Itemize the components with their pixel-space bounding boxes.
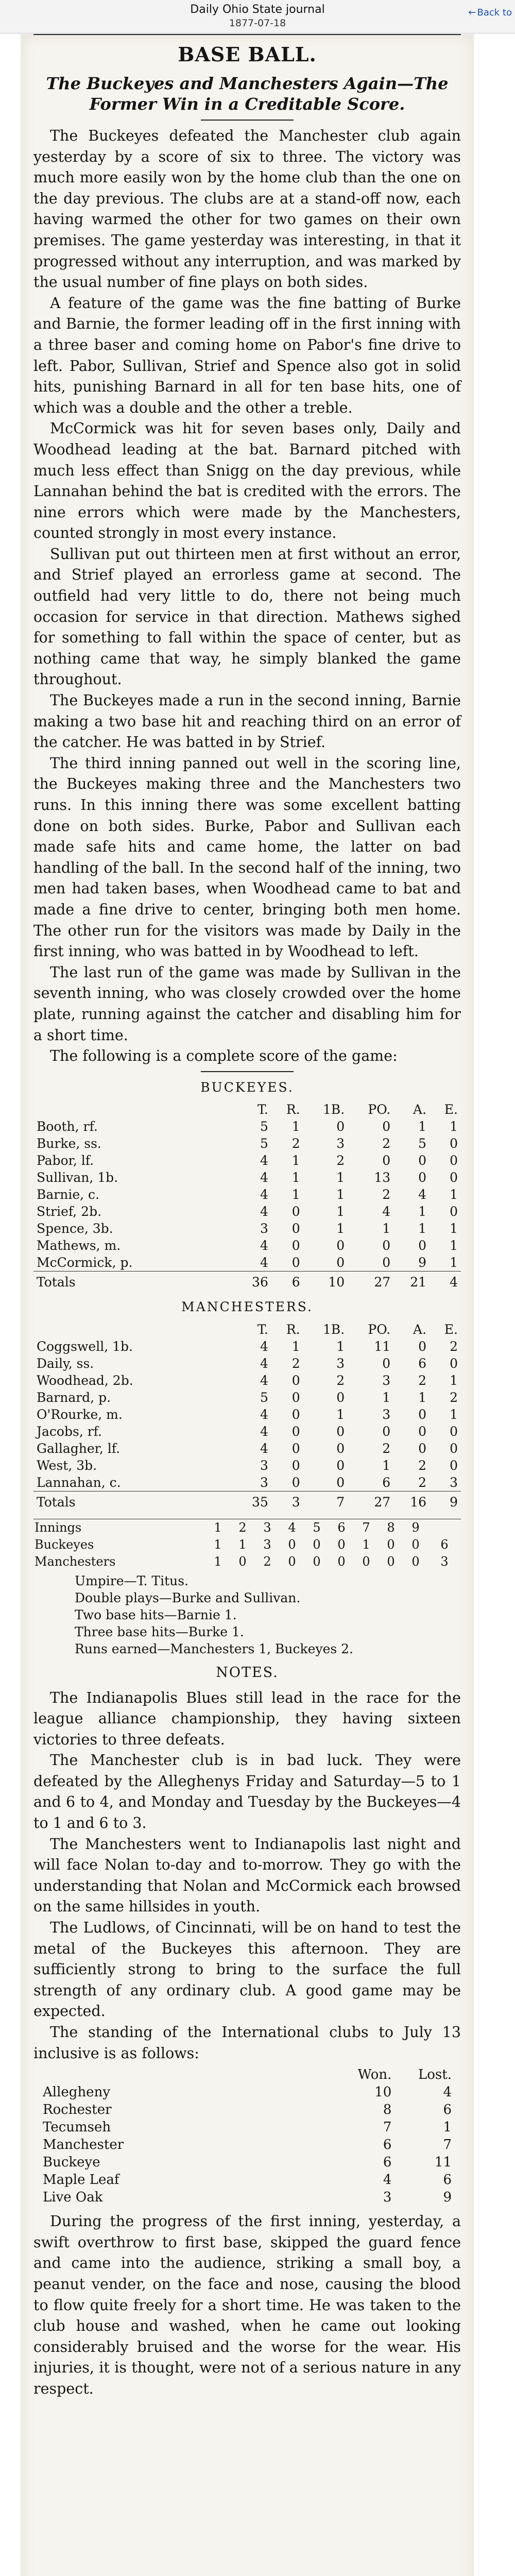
innings-label: Innings xyxy=(35,1520,82,1535)
player-name: Coggswell, 1b. xyxy=(37,1338,133,1354)
closing-paragraph: During the progress of the first inning, yesterday, a swift overthrow to first base, skipped the guard fence and came into the audience, striking a small boy, a peanut vender, on the face and nose, causing the blood to flow quite freely for a short time. He was taken to the club house and washed, when he came out looking considerably bruised and the worse for the wear. His injuries, it is thought, were not of a serious nature in any respect. xyxy=(33,2213,461,2397)
losses: 11 xyxy=(434,2155,452,2171)
note: The Indianapolis Blues still lead in the race for the league alliance championship, they having sixteen victories to three defeats. xyxy=(33,1689,461,1748)
stat-cell: 0 xyxy=(418,1406,427,1422)
stat-cell: 0 xyxy=(336,1255,345,1270)
stat-cell: 2 xyxy=(291,1136,300,1151)
stat-cell: 36 xyxy=(235,1272,271,1294)
standings-table xyxy=(33,2066,461,2206)
notes-heading: NOTES. xyxy=(216,1664,279,1681)
inning-runs: 0 xyxy=(362,1554,370,1569)
paragraph: The third inning panned out well in the scoring line, the Buckeyes making three and the Manchesters two runs. In this inning there was some excellent batting done on both sides. Burke, Pabor and Sullivan each made safe hits and came home, the latter on bad handling of the ball. In the second half of the inning, two men had taken bases, when Woodhead came to bat and made a fine drive to center, bringing both men home. The other run for the visitors was made by Daily in the first inning, who was batted in by Woodhead to left. xyxy=(33,754,461,960)
stat-cell: 9 xyxy=(418,1255,427,1270)
inning-number: 2 xyxy=(238,1520,247,1535)
header-cell xyxy=(33,1101,235,1118)
player-row xyxy=(33,1423,461,1440)
stat-cell: 4 xyxy=(260,1372,268,1388)
header-cell: A. xyxy=(413,1321,427,1337)
player-row xyxy=(33,1440,461,1457)
losses: 6 xyxy=(443,2102,452,2118)
total-runs: 3 xyxy=(440,1554,449,1569)
team-name: Buckeyes xyxy=(35,1537,94,1552)
paragraph: A feature of the game was the fine batting of Burke and Barnie, the former leading off in the first inning with a three baser and coming home on Pabor's fine drive to left. Pabor, Sullivan, Strief and Spence also got in solid hits, punishing Barnard in all for ten base hits, one of which was a double and the other a treble. xyxy=(33,294,461,416)
totals-label: Totals xyxy=(33,1491,235,1514)
player-row xyxy=(33,1254,461,1272)
stat-cell: 1 xyxy=(450,1372,458,1388)
player-row xyxy=(33,1135,461,1152)
stat-cell: 0 xyxy=(336,1423,345,1439)
player-name: Pabor, lf. xyxy=(37,1153,94,1168)
standings-row xyxy=(33,2083,461,2101)
total-runs: 6 xyxy=(440,1537,449,1552)
stat-cell: 2 xyxy=(418,1372,427,1388)
stat-cell: 2 xyxy=(450,1338,458,1354)
stat-cell: 4 xyxy=(260,1440,268,1456)
stat-cell: 0 xyxy=(450,1440,458,1456)
losses: 7 xyxy=(443,2137,452,2153)
player-name: Sullivan, 1b. xyxy=(37,1170,118,1185)
stat-cell: 4 xyxy=(260,1238,268,1253)
stat-cell: 0 xyxy=(418,1440,427,1456)
stat-cell: 0 xyxy=(291,1255,300,1270)
paragraph: The following is a complete score of the game: xyxy=(50,1047,398,1065)
stat-cell: 1 xyxy=(336,1338,345,1354)
stat-cell: 4 xyxy=(260,1204,268,1219)
stat-cell: 0 xyxy=(291,1221,300,1236)
player-name: West, 3b. xyxy=(37,1458,97,1473)
back-link-label: Back to xyxy=(477,7,512,18)
viewer-header xyxy=(0,0,515,33)
stat-cell: 3 xyxy=(382,1372,391,1388)
standings-row xyxy=(33,2119,461,2136)
stat-cell: 1 xyxy=(291,1170,300,1185)
stat-cell: 0 xyxy=(291,1475,300,1490)
game-summary xyxy=(33,1572,461,1657)
stat-cell: 5 xyxy=(260,1389,268,1405)
newspaper-page xyxy=(21,34,474,2576)
stat-cell: 7 xyxy=(303,1491,348,1514)
wins: 6 xyxy=(383,2137,392,2153)
newspaper-title: Daily Ohio State journal xyxy=(190,3,325,16)
innings-row xyxy=(33,1536,461,1553)
summary-line: Two base hits—Barnie 1. xyxy=(75,1607,237,1622)
stat-cell: 0 xyxy=(336,1238,345,1253)
wins: 8 xyxy=(383,2102,392,2118)
totals-row xyxy=(33,1491,461,1514)
player-name: Spence, 3b. xyxy=(37,1221,113,1236)
stat-cell: 0 xyxy=(450,1153,458,1168)
note: The standing of the International clubs to July 13 inclusive is as follows: xyxy=(33,2024,461,2062)
issue-date: 1877-07-18 xyxy=(229,18,286,29)
standings-row xyxy=(33,2101,461,2119)
inning-number: 6 xyxy=(337,1520,346,1535)
inning-runs: 0 xyxy=(387,1554,395,1569)
header-cell: PO. xyxy=(368,1102,391,1117)
player-name: Barnard, p. xyxy=(37,1389,111,1405)
player-row xyxy=(33,1372,461,1389)
header-cell: T. xyxy=(257,1321,268,1337)
innings-row xyxy=(33,1553,461,1570)
stat-cell: 3 xyxy=(260,1221,268,1236)
player-row xyxy=(33,1406,461,1423)
wins: 3 xyxy=(383,2190,392,2206)
stat-cell: 1 xyxy=(450,1221,458,1236)
stat-cell: 0 xyxy=(418,1423,427,1439)
stat-cell: 1 xyxy=(418,1389,427,1405)
manchesters-box-score xyxy=(33,1321,461,1514)
inning-runs: 1 xyxy=(238,1537,247,1552)
club-name: Tecumseh xyxy=(43,2120,111,2136)
summary-line: Runs earned—Manchesters 1, Buckeyes 2. xyxy=(75,1641,354,1656)
header-cell: 1B. xyxy=(322,1102,345,1117)
stat-cell: 4 xyxy=(382,1204,391,1219)
inning-runs: 0 xyxy=(288,1537,296,1552)
inning-number: 8 xyxy=(387,1520,395,1535)
club-name: Buckeye xyxy=(43,2155,100,2171)
header-cell: A. xyxy=(413,1102,427,1117)
totals-label: Totals xyxy=(33,1272,235,1294)
stat-cell: 0 xyxy=(291,1372,300,1388)
stat-cell: 4 xyxy=(260,1187,268,1202)
stat-cell: 4 xyxy=(260,1338,268,1354)
stat-cell: 0 xyxy=(382,1423,391,1439)
paragraph: The Buckeyes defeated the Manchester club again yesterday by a score of six to three. The victory was much more easily won by the home club than the one on the day previous. The clubs are at a stand-off now, each having warmed the other for two games on their own premises. The game yesterday was interesting, in that it progressed without any interruption, and was marked by the usual number of fine plays on both sides. xyxy=(33,127,461,291)
totals-row xyxy=(33,1272,461,1294)
stat-cell: 3 xyxy=(260,1458,268,1473)
stat-cell: 1 xyxy=(450,1238,458,1253)
stat-cell: 1 xyxy=(291,1187,300,1202)
inning-number: 7 xyxy=(362,1520,370,1535)
team-name: Manchesters xyxy=(35,1554,116,1569)
player-row xyxy=(33,1118,461,1135)
stat-cell: 1 xyxy=(450,1187,458,1202)
inning-number: 9 xyxy=(411,1520,420,1535)
stat-cell: 5 xyxy=(260,1119,268,1134)
losses: 9 xyxy=(443,2190,452,2206)
stat-cell: 10 xyxy=(303,1272,348,1294)
stat-cell: 0 xyxy=(418,1238,427,1253)
inning-number: 5 xyxy=(313,1520,321,1535)
player-name: Daily, ss. xyxy=(37,1355,94,1371)
subheadline: The Buckeyes and Manchesters Again—The Former Win in a Creditable Score. xyxy=(46,74,449,114)
player-name: Booth, rf. xyxy=(37,1119,98,1134)
article xyxy=(33,34,461,2400)
club-name: Manchester xyxy=(43,2137,124,2153)
inning-runs: 0 xyxy=(238,1554,247,1569)
wins: 10 xyxy=(374,2084,392,2100)
header-cell: Lost. xyxy=(418,2067,452,2083)
stat-cell: 4 xyxy=(260,1170,268,1185)
stat-cell: 0 xyxy=(291,1238,300,1253)
header-cell: E. xyxy=(444,1102,458,1117)
inning-runs: 0 xyxy=(288,1554,296,1569)
stat-cell: 4 xyxy=(430,1272,461,1294)
wins: 6 xyxy=(383,2155,392,2171)
player-name: Lannahan, c. xyxy=(37,1475,121,1490)
header-cell: T. xyxy=(257,1102,268,1117)
note: The Manchesters went to Indianapolis last night and will face Nolan to-day and to-morrow. They go with the understanding that Nolan and McCormick each browsed on the same hillsides in youth. xyxy=(33,1835,461,1916)
wins: 7 xyxy=(383,2120,392,2136)
stat-cell: 4 xyxy=(260,1255,268,1270)
player-row xyxy=(33,1338,461,1355)
club-name: Allegheny xyxy=(43,2084,111,2100)
stat-cell: 0 xyxy=(291,1458,300,1473)
stat-cell: 0 xyxy=(336,1458,345,1473)
stat-cell: 2 xyxy=(291,1355,300,1371)
stat-cell: 6 xyxy=(271,1272,303,1294)
stat-cell: 1 xyxy=(336,1406,345,1422)
player-name: Mathews, m. xyxy=(37,1238,121,1253)
stat-cell: 1 xyxy=(450,1119,458,1134)
paragraph: The last run of the game was made by Sullivan in the seventh inning, who was closely crowded over the home plate, running against the catcher and disabling him for a short time. xyxy=(33,963,461,1044)
player-name: Woodhead, 2b. xyxy=(37,1372,133,1388)
summary-line: Umpire—T. Titus. xyxy=(75,1573,189,1588)
stat-cell: 1 xyxy=(336,1204,345,1219)
stat-cell: 2 xyxy=(418,1458,427,1473)
stat-cell: 1 xyxy=(291,1119,300,1134)
stat-cell: 0 xyxy=(450,1136,458,1151)
paragraph: The Buckeyes made a run in the second inning, Barnie making a two base hit and reaching third on an error of the catcher. He was batted in by Strief. xyxy=(33,692,461,751)
club-name: Live Oak xyxy=(43,2190,103,2206)
stat-cell: 2 xyxy=(382,1187,391,1202)
header-cell: R. xyxy=(286,1321,300,1337)
stat-cell: 0 xyxy=(291,1204,300,1219)
stat-cell: 0 xyxy=(336,1475,345,1490)
player-row xyxy=(33,1186,461,1203)
stat-cell: 0 xyxy=(291,1440,300,1456)
inning-runs: 0 xyxy=(411,1537,420,1552)
back-link[interactable] xyxy=(468,7,512,18)
stat-cell: 27 xyxy=(348,1272,393,1294)
inning-number: 1 xyxy=(214,1520,222,1535)
stat-cell: 4 xyxy=(260,1153,268,1168)
losses: 4 xyxy=(443,2084,452,2100)
player-row xyxy=(33,1355,461,1372)
losses: 1 xyxy=(443,2120,452,2136)
player-row xyxy=(33,1237,461,1254)
stat-cell: 0 xyxy=(336,1440,345,1456)
header-cell: E. xyxy=(444,1321,458,1337)
stat-cell: 1 xyxy=(450,1406,458,1422)
stat-cell: 16 xyxy=(393,1491,430,1514)
stat-cell: 1 xyxy=(291,1338,300,1354)
top-rule xyxy=(33,34,461,35)
divider xyxy=(201,1071,294,1072)
stat-cell: 1 xyxy=(450,1255,458,1270)
stat-cell: 0 xyxy=(418,1338,427,1354)
stat-cell: 6 xyxy=(382,1475,391,1490)
stat-cell: 13 xyxy=(374,1170,391,1185)
stat-cell: 1 xyxy=(336,1187,345,1202)
player-name: Barnie, c. xyxy=(37,1187,99,1202)
stat-cell: 11 xyxy=(374,1338,391,1354)
stat-cell: 2 xyxy=(336,1372,345,1388)
stat-cell: 0 xyxy=(291,1423,300,1439)
player-name: Strief, 2b. xyxy=(37,1204,102,1219)
stat-cell: 5 xyxy=(418,1136,427,1151)
stat-cell: 1 xyxy=(418,1119,427,1134)
standings-row xyxy=(33,2189,461,2206)
note: The Ludlows, of Cincinnati, will be on hand to test the metal of the Buckeyes this afternoon. They are sufficiently strong to bring to the surface the full strength of any ordinary club. A good game may be expected. xyxy=(33,1919,461,2020)
inning-runs: 0 xyxy=(337,1554,346,1569)
headline: BASE BALL. xyxy=(178,43,317,66)
stat-cell: 4 xyxy=(418,1187,427,1202)
player-name: Jacobs, rf. xyxy=(37,1423,102,1439)
stat-cell: 0 xyxy=(291,1389,300,1405)
standings-header-row xyxy=(33,2066,461,2083)
inning-runs: 1 xyxy=(214,1554,222,1569)
stat-cell: 0 xyxy=(336,1389,345,1405)
box-header-row xyxy=(33,1321,461,1338)
inning-runs: 0 xyxy=(313,1554,321,1569)
innings-header-row xyxy=(33,1519,461,1536)
inning-runs: 0 xyxy=(387,1537,395,1552)
paragraph: Sullivan put out thirteen men at first without an error, and Strief played an errorless game at second. The outfield had very little to do, there not being much occasion for service in that direction. Mathews sighed for something to fall within the space of center, but as nothing came that way, he simply blanked the game throughout. xyxy=(33,545,461,688)
header-cell: R. xyxy=(286,1102,300,1117)
stat-cell: 35 xyxy=(235,1491,271,1514)
player-name: Gallagher, lf. xyxy=(37,1440,121,1456)
stat-cell: 1 xyxy=(382,1221,391,1236)
header-cell: PO. xyxy=(368,1321,391,1337)
standings-row xyxy=(33,2154,461,2171)
stat-cell: 1 xyxy=(336,1221,345,1236)
stat-cell: 0 xyxy=(382,1153,391,1168)
standings-row xyxy=(33,2136,461,2154)
player-row xyxy=(33,1457,461,1474)
innings-table xyxy=(33,1519,461,1570)
stat-cell: 3 xyxy=(260,1475,268,1490)
player-name: O'Rourke, m. xyxy=(37,1406,123,1422)
buckeyes-box-score xyxy=(33,1101,461,1294)
stat-cell: 27 xyxy=(348,1491,393,1514)
stat-cell: 3 xyxy=(336,1355,345,1371)
note: The Manchester club is in bad luck. They were defeated by the Alleghenys Friday and Saturday—5 to 1 and 6 to 4, and Monday and Tuesday by the Buckeyes—4 to 1 and 6 to 3. xyxy=(33,1752,461,1832)
stat-cell: 5 xyxy=(260,1136,268,1151)
stat-cell: 0 xyxy=(336,1119,345,1134)
header-cell: 1B. xyxy=(322,1321,345,1337)
stat-cell: 0 xyxy=(382,1255,391,1270)
stat-cell: 6 xyxy=(418,1355,427,1371)
stat-cell: 2 xyxy=(336,1153,345,1168)
stat-cell: 3 xyxy=(382,1406,391,1422)
stat-cell: 2 xyxy=(382,1440,391,1456)
stat-cell: 2 xyxy=(418,1475,427,1490)
player-row xyxy=(33,1220,461,1237)
stat-cell: 3 xyxy=(271,1491,303,1514)
player-row xyxy=(33,1474,461,1492)
stat-cell: 0 xyxy=(382,1238,391,1253)
stat-cell: 0 xyxy=(450,1170,458,1185)
stat-cell: 4 xyxy=(260,1423,268,1439)
stat-cell: 0 xyxy=(450,1204,458,1219)
club-name: Rochester xyxy=(43,2102,112,2118)
player-name: Burke, ss. xyxy=(37,1136,101,1151)
inning-runs: 0 xyxy=(337,1537,346,1552)
wins: 4 xyxy=(383,2172,392,2188)
stat-cell: 0 xyxy=(450,1458,458,1473)
standings-row xyxy=(33,2171,461,2189)
inning-runs: 0 xyxy=(411,1554,420,1569)
arrow-left-icon: ← xyxy=(468,7,476,18)
stat-cell: 21 xyxy=(393,1272,430,1294)
header-cell xyxy=(33,1321,235,1338)
stat-cell: 1 xyxy=(382,1458,391,1473)
inning-runs: 2 xyxy=(263,1554,271,1569)
divider xyxy=(201,120,294,121)
inning-runs: 0 xyxy=(313,1537,321,1552)
box-header-row xyxy=(33,1101,461,1118)
inning-number: 4 xyxy=(288,1520,296,1535)
player-name: McCormick, p. xyxy=(37,1255,133,1270)
buckeyes-heading: BUCKEYES. xyxy=(200,1079,294,1095)
stat-cell: 0 xyxy=(418,1170,427,1185)
summary-line: Double plays—Burke and Sullivan. xyxy=(75,1590,301,1605)
manchesters-heading: MANCHESTERS. xyxy=(181,1299,313,1315)
stat-cell: 1 xyxy=(382,1389,391,1405)
stat-cell: 0 xyxy=(382,1119,391,1134)
inning-runs: 1 xyxy=(214,1537,222,1552)
player-row xyxy=(33,1152,461,1169)
header-cell xyxy=(33,2066,340,2083)
stat-cell: 3 xyxy=(336,1136,345,1151)
stat-cell: 0 xyxy=(291,1406,300,1422)
stat-cell: 0 xyxy=(450,1423,458,1439)
inning-runs: 3 xyxy=(263,1537,271,1552)
club-name: Maple Leaf xyxy=(43,2172,119,2188)
stat-cell: 4 xyxy=(260,1406,268,1422)
stat-cell: 1 xyxy=(418,1204,427,1219)
player-row xyxy=(33,1203,461,1220)
inning-runs: 1 xyxy=(362,1537,370,1552)
losses: 6 xyxy=(443,2172,452,2188)
header-cell: Won. xyxy=(357,2067,392,2083)
stat-cell: 2 xyxy=(382,1136,391,1151)
summary-line: Three base hits—Burke 1. xyxy=(75,1624,244,1639)
inning-number: 3 xyxy=(263,1520,271,1535)
stat-cell: 1 xyxy=(418,1221,427,1236)
spacer-cell xyxy=(428,1519,461,1536)
stat-cell: 2 xyxy=(450,1389,458,1405)
stat-cell: 9 xyxy=(430,1491,461,1514)
stat-cell: 0 xyxy=(418,1153,427,1168)
stat-cell: 0 xyxy=(450,1355,458,1371)
paragraph: McCormick was hit for seven bases only, Daily and Woodhead leading at the bat. Barnard pitched with much less effect than Snigg on the day previous, while Lannahan behind the bat is credited with the errors. The nine errors which were made by the Manchesters, counted strongly in most every instance. xyxy=(33,420,461,542)
stat-cell: 1 xyxy=(291,1153,300,1168)
player-row xyxy=(33,1389,461,1406)
stat-cell: 3 xyxy=(450,1475,458,1490)
stat-cell: 1 xyxy=(336,1170,345,1185)
stat-cell: 0 xyxy=(382,1355,391,1371)
stat-cell: 4 xyxy=(260,1355,268,1371)
player-row xyxy=(33,1169,461,1186)
